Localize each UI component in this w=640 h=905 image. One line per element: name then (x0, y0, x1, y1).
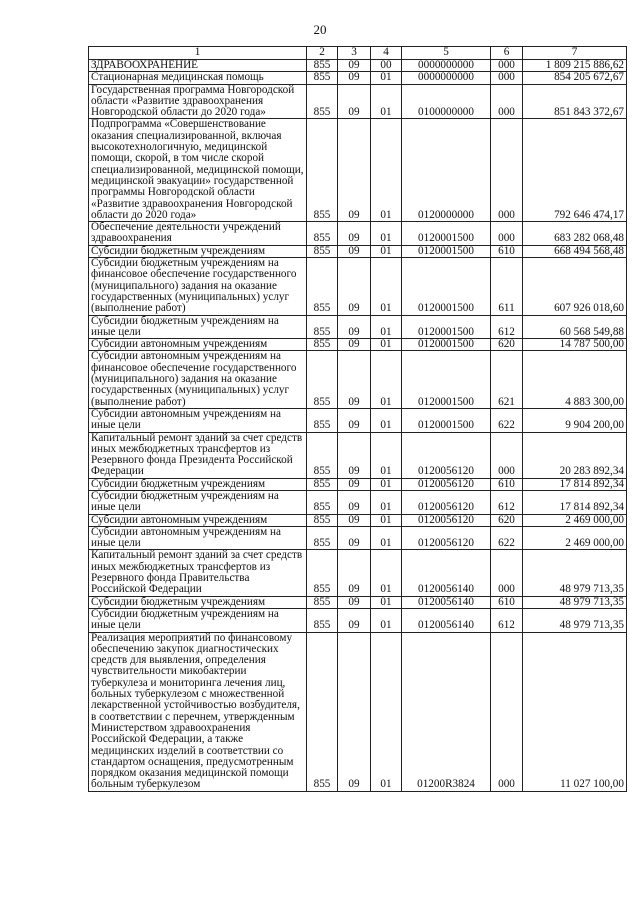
column-number: 3 (338, 47, 371, 60)
row-target-article-cell: 0120056120 (402, 526, 491, 550)
table-row (89, 84, 627, 119)
row-target-article-cell: 0120056140 (402, 596, 491, 608)
row-section-cell: 09 (338, 258, 371, 315)
table-row (89, 258, 627, 315)
row-expense-type-cell: 610 (491, 478, 523, 490)
row-target-article-cell: 0120056120 (402, 432, 491, 478)
row-section-cell: 09 (338, 222, 371, 246)
row-section-cell: 09 (338, 351, 371, 408)
row-admin-code-cell: 855 (307, 490, 338, 514)
row-amount-cell: 1 809 215 886,62 (523, 60, 627, 72)
row-expense-type-cell: 612 (491, 608, 523, 632)
row-expense-type-cell: 000 (491, 72, 523, 84)
row-amount-cell: 11 027 100,00 (523, 632, 627, 791)
row-expense-type-cell: 000 (491, 632, 523, 791)
row-name-cell: Субсидии бюджетным учреждениям (89, 596, 307, 608)
row-name-cell: Субсидии бюджетным учреждениям на иные цели (89, 315, 307, 339)
row-target-article-cell: 0120001500 (402, 245, 491, 257)
row-amount-cell: 683 282 068,48 (523, 222, 627, 246)
row-expense-type-cell: 622 (491, 526, 523, 550)
row-expense-type-cell: 612 (491, 490, 523, 514)
row-admin-code-cell: 855 (307, 119, 338, 222)
table-row (89, 526, 627, 550)
row-target-article-cell: 0120001500 (402, 408, 491, 432)
row-expense-type-cell: 000 (491, 60, 523, 72)
column-number: 4 (371, 47, 402, 60)
table-row (89, 60, 627, 72)
row-section-cell: 09 (338, 84, 371, 119)
column-number: 2 (307, 47, 338, 60)
row-section-cell: 09 (338, 315, 371, 339)
table-row (89, 632, 627, 791)
row-subsection-cell: 01 (371, 245, 402, 257)
row-target-article-cell: 0120056120 (402, 478, 491, 490)
table-row (89, 222, 627, 246)
row-target-article-cell: 0120001500 (402, 258, 491, 315)
row-name-cell: Стационарная медицинская помощь (89, 72, 307, 84)
budget-table (88, 46, 627, 792)
row-subsection-cell: 01 (371, 514, 402, 526)
row-amount-cell: 17 814 892,34 (523, 478, 627, 490)
row-amount-cell: 48 979 713,35 (523, 550, 627, 596)
row-subsection-cell: 01 (371, 84, 402, 119)
row-expense-type-cell: 621 (491, 351, 523, 408)
row-subsection-cell: 01 (371, 72, 402, 84)
row-amount-cell: 851 843 372,67 (523, 84, 627, 119)
table-row (89, 339, 627, 351)
row-expense-type-cell: 000 (491, 222, 523, 246)
row-admin-code-cell: 855 (307, 550, 338, 596)
row-section-cell: 09 (338, 608, 371, 632)
row-section-cell: 09 (338, 432, 371, 478)
row-target-article-cell: 0120001500 (402, 351, 491, 408)
row-expense-type-cell: 622 (491, 408, 523, 432)
row-target-article-cell: 0100000000 (402, 84, 491, 119)
row-section-cell: 09 (338, 550, 371, 596)
table-row (89, 119, 627, 222)
row-expense-type-cell: 610 (491, 596, 523, 608)
row-admin-code-cell: 855 (307, 339, 338, 351)
row-admin-code-cell: 855 (307, 608, 338, 632)
row-subsection-cell: 01 (371, 351, 402, 408)
row-amount-cell: 4 883 300,00 (523, 351, 627, 408)
row-admin-code-cell: 855 (307, 408, 338, 432)
row-amount-cell: 20 283 892,34 (523, 432, 627, 478)
row-name-cell: Обеспечение деятельности учреждений здравоохранения (89, 222, 307, 246)
table-row (89, 490, 627, 514)
row-section-cell: 09 (338, 526, 371, 550)
row-name-cell: Субсидии автономным учреждениям на финансовое обеспечение государственного (муниципального) задания на оказание государственных (муниципальных) услуг (выполнение работ) (89, 351, 307, 408)
row-amount-cell: 2 469 000,00 (523, 514, 627, 526)
row-subsection-cell: 01 (371, 596, 402, 608)
row-amount-cell: 668 494 568,48 (523, 245, 627, 257)
row-admin-code-cell: 855 (307, 84, 338, 119)
row-name-cell: Подпрограмма «Совершенствование оказания специализированной, включая высокотехнологичную, медицинской помощи, скорой, в том числе скорой специализированной, медицинской помощи, медицинской эвакуации» государственной программы Новгородской области «Развитие здравоохранения Новгородской области до 2020 года» (89, 119, 307, 222)
row-name-cell: Государственная программа Новгородской области «Развитие здравоохранения Новгородской области до 2020 года» (89, 84, 307, 119)
row-expense-type-cell: 610 (491, 245, 523, 257)
row-admin-code-cell: 855 (307, 514, 338, 526)
row-section-cell: 09 (338, 72, 371, 84)
row-subsection-cell: 01 (371, 632, 402, 791)
row-admin-code-cell: 855 (307, 258, 338, 315)
row-target-article-cell: 0120056120 (402, 490, 491, 514)
row-expense-type-cell: 000 (491, 84, 523, 119)
row-amount-cell: 607 926 018,60 (523, 258, 627, 315)
row-subsection-cell: 01 (371, 119, 402, 222)
table-row (89, 478, 627, 490)
row-section-cell: 09 (338, 60, 371, 72)
row-subsection-cell: 01 (371, 478, 402, 490)
row-amount-cell: 792 646 474,17 (523, 119, 627, 222)
row-target-article-cell: 0120001500 (402, 315, 491, 339)
row-admin-code-cell: 855 (307, 222, 338, 246)
table-row (89, 72, 627, 84)
row-section-cell: 09 (338, 478, 371, 490)
row-section-cell: 09 (338, 632, 371, 791)
row-name-cell: Реализация мероприятий по финансовому обеспечению закупок диагностических средств для выявления, определения чувствительности микобактерии туберкулеза и мониторинга лечения лиц, больных туберкулезом с множественной лекарственной устойчивостью возбудителя, в соответствии с перечнем, утвержденным Министерством здравоохранения Российской Федерации, а также медицинских изделий в соответствии со стандартом оснащения, предусмотренным порядком оказания медицинской помощи больным туберкулезом (89, 632, 307, 791)
table-row (89, 351, 627, 408)
row-name-cell: Капитальный ремонт зданий за счет средств иных межбюджетных трансфертов из Резервного фонда Президента Российской Федерации (89, 432, 307, 478)
row-subsection-cell: 01 (371, 608, 402, 632)
table-row (89, 245, 627, 257)
table-row (89, 596, 627, 608)
row-section-cell: 09 (338, 119, 371, 222)
row-name-cell: Субсидии бюджетным учреждениям на финансовое обеспечение государственного (муниципального) задания на оказание государственных (муниципальных) услуг (выполнение работ) (89, 258, 307, 315)
row-expense-type-cell: 000 (491, 119, 523, 222)
row-amount-cell: 48 979 713,35 (523, 608, 627, 632)
table-row (89, 550, 627, 596)
row-name-cell: Субсидии бюджетным учреждениям (89, 245, 307, 257)
column-number-row (89, 47, 627, 60)
row-expense-type-cell: 000 (491, 550, 523, 596)
row-subsection-cell: 01 (371, 550, 402, 596)
row-target-article-cell: 0000000000 (402, 60, 491, 72)
row-name-cell: Субсидии бюджетным учреждениям (89, 478, 307, 490)
row-section-cell: 09 (338, 514, 371, 526)
row-admin-code-cell: 855 (307, 526, 338, 550)
row-admin-code-cell: 855 (307, 245, 338, 257)
row-admin-code-cell: 855 (307, 478, 338, 490)
row-amount-cell: 854 205 672,67 (523, 72, 627, 84)
row-section-cell: 09 (338, 339, 371, 351)
row-expense-type-cell: 620 (491, 514, 523, 526)
row-admin-code-cell: 855 (307, 632, 338, 791)
row-subsection-cell: 00 (371, 60, 402, 72)
row-name-cell: Субсидии автономным учреждениям (89, 514, 307, 526)
row-target-article-cell: 0120001500 (402, 222, 491, 246)
row-target-article-cell: 0120001500 (402, 339, 491, 351)
row-amount-cell: 9 904 200,00 (523, 408, 627, 432)
row-expense-type-cell: 000 (491, 432, 523, 478)
row-name-cell: Капитальный ремонт зданий за счет средств иных межбюджетных трансфертов из Резервного фонда Правительства Российской Федерации (89, 550, 307, 596)
row-admin-code-cell: 855 (307, 60, 338, 72)
column-number: 7 (523, 47, 627, 60)
row-name-cell: Субсидии бюджетным учреждениям на иные цели (89, 608, 307, 632)
row-amount-cell: 14 787 500,00 (523, 339, 627, 351)
row-name-cell: Субсидии автономным учреждениям на иные цели (89, 526, 307, 550)
row-expense-type-cell: 620 (491, 339, 523, 351)
table-row (89, 608, 627, 632)
row-section-cell: 09 (338, 490, 371, 514)
row-target-article-cell: 0000000000 (402, 72, 491, 84)
row-section-cell: 09 (338, 408, 371, 432)
row-subsection-cell: 01 (371, 408, 402, 432)
row-subsection-cell: 01 (371, 258, 402, 315)
row-section-cell: 09 (338, 245, 371, 257)
row-admin-code-cell: 855 (307, 72, 338, 84)
column-number: 6 (491, 47, 523, 60)
row-amount-cell: 60 568 549,88 (523, 315, 627, 339)
table-row (89, 514, 627, 526)
row-admin-code-cell: 855 (307, 315, 338, 339)
row-amount-cell: 17 814 892,34 (523, 490, 627, 514)
row-section-cell: 09 (338, 596, 371, 608)
row-target-article-cell: 0120056140 (402, 550, 491, 596)
row-admin-code-cell: 855 (307, 596, 338, 608)
row-target-article-cell: 0120056120 (402, 514, 491, 526)
row-name-cell: Субсидии бюджетным учреждениям на иные цели (89, 490, 307, 514)
table-row (89, 315, 627, 339)
row-subsection-cell: 01 (371, 339, 402, 351)
row-expense-type-cell: 611 (491, 258, 523, 315)
row-subsection-cell: 01 (371, 526, 402, 550)
row-amount-cell: 2 469 000,00 (523, 526, 627, 550)
row-target-article-cell: 0120056140 (402, 608, 491, 632)
column-number: 1 (89, 47, 307, 60)
row-admin-code-cell: 855 (307, 432, 338, 478)
column-number: 5 (402, 47, 491, 60)
row-name-cell: Субсидии автономным учреждениям на иные цели (89, 408, 307, 432)
table-row (89, 432, 627, 478)
row-subsection-cell: 01 (371, 490, 402, 514)
row-target-article-cell: 0120000000 (402, 119, 491, 222)
row-subsection-cell: 01 (371, 222, 402, 246)
row-amount-cell: 48 979 713,35 (523, 596, 627, 608)
row-name-cell: Субсидии автономным учреждениям (89, 339, 307, 351)
row-name-cell: ЗДРАВООХРАНЕНИЕ (89, 60, 307, 72)
row-subsection-cell: 01 (371, 315, 402, 339)
row-expense-type-cell: 612 (491, 315, 523, 339)
page-number: 20 (313, 22, 327, 37)
row-target-article-cell: 01200R3824 (402, 632, 491, 791)
row-admin-code-cell: 855 (307, 351, 338, 408)
table-row (89, 408, 627, 432)
row-subsection-cell: 01 (371, 432, 402, 478)
